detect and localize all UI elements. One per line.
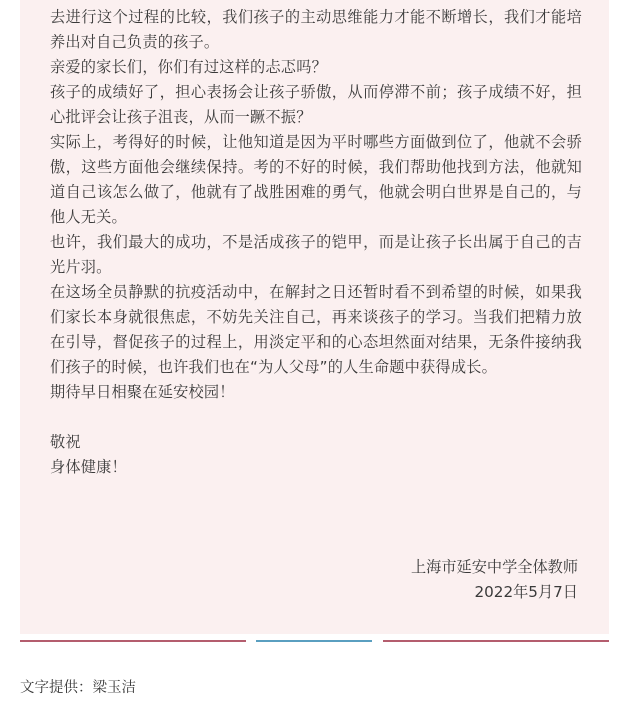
- paragraph-reunion: 期待早日相聚在延安校园！: [50, 383, 235, 401]
- author-credit: 文字提供：梁玉洁: [20, 680, 136, 696]
- divider-middle: [256, 640, 372, 642]
- closing-wish: 身体健康！: [50, 458, 127, 476]
- divider-right: [383, 640, 609, 642]
- blank-line: [50, 405, 582, 430]
- paragraph-pandemic: 在这场全员静默的抗疫活动中，在解封之日还暂时看不到希望的时候，如果我们家长本身就很焦虑，不妨先关注自己，再来谈孩子的学习。当我们把精力放在引导，督促孩子的过程上，用淡定平和的心态坦然面对结果，无条件接纳我们孩子的时候，也许我们也在“为人父母”的人生命题中获得成长。: [50, 283, 582, 376]
- signature-block: [411, 555, 578, 605]
- paragraph-comparison: 去进行这个过程的比较，我们孩子的主动思维能力才能不断增长，我们才能培养出对自己负责的孩子。: [50, 8, 582, 51]
- letter-date: 2022年5月7日: [474, 583, 578, 601]
- paragraph-success: 也许，我们最大的成功，不是活成孩子的铠甲，而是让孩子长出属于自己的吉光片羽。: [50, 233, 582, 276]
- paragraph-question: 亲爱的家长们，你们有过这样的忐忑吗？: [50, 58, 327, 76]
- paragraph-in-fact: 实际上，考得好的时候，让他知道是因为平时哪些方面做到位了，他就不会骄傲，这些方面他会继续保持。考的不好的时候，我们帮助他找到方法，他就知道自己该怎么做了，他就有了战胜困难的勇气，他就会明白世界是自己的，与他人无关。: [50, 133, 582, 226]
- divider-left: [20, 640, 246, 642]
- letter-body: [50, 5, 582, 480]
- signature: 上海市延安中学全体教师: [410, 558, 578, 576]
- closing-salutation: 敬祝: [50, 433, 81, 451]
- paragraph-worry: 孩子的成绩好了，担心表扬会让孩子骄傲，从而停滞不前；孩子成绩不好，担心批评会让孩子沮丧，从而一蹶不振？: [50, 83, 582, 126]
